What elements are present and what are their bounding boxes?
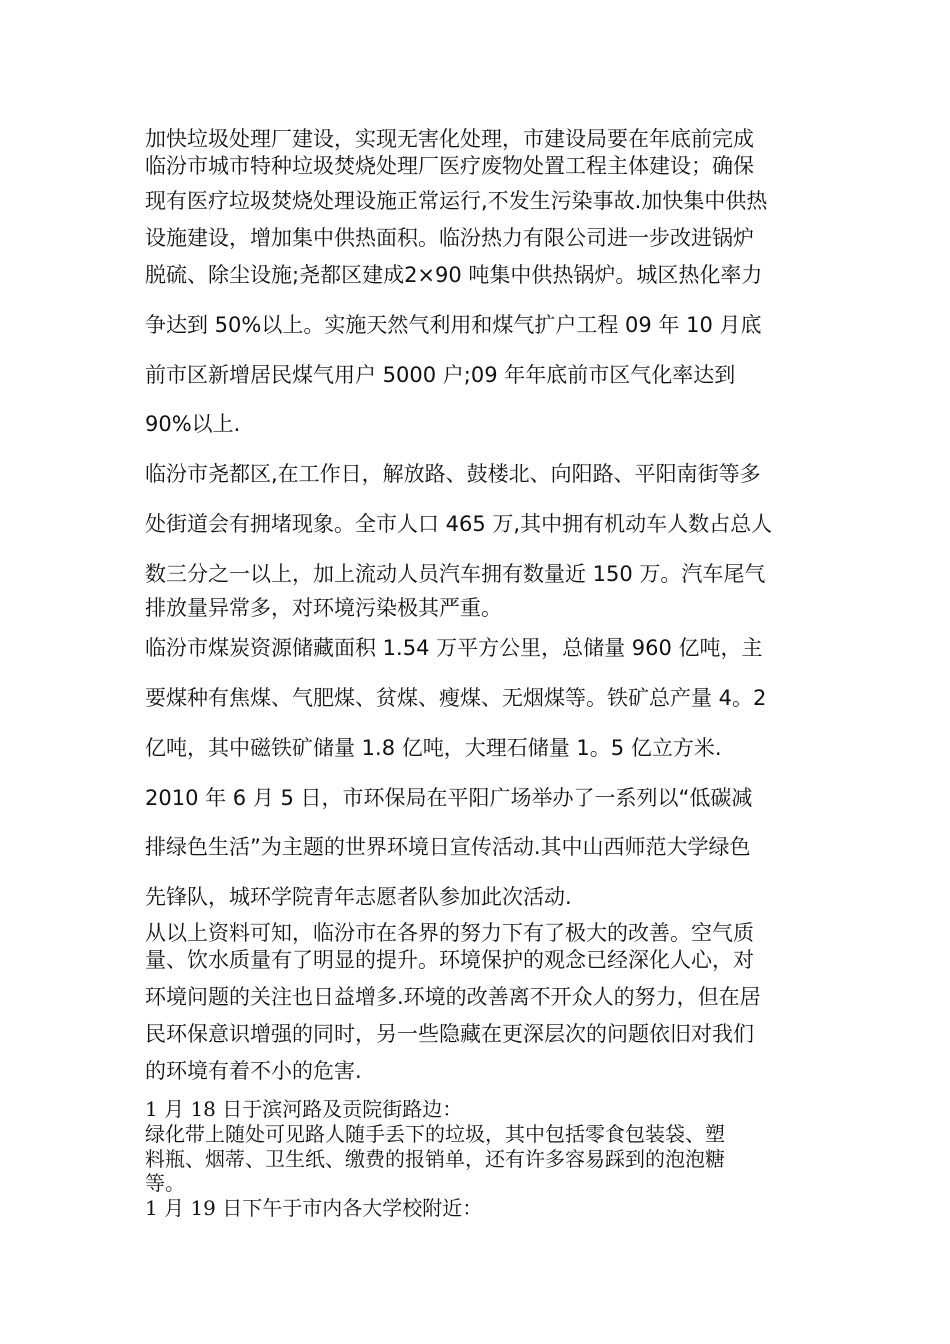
paragraph-5-line-5: 的环境有着不小的危害. — [145, 1059, 362, 1083]
paragraph-6-line-4: 等。 — [145, 1171, 185, 1195]
paragraph-1-line-6: 争达到 50%以上。实施天然气利用和煤气扩户工程 09 年 10 月底 — [145, 313, 762, 337]
paragraph-6-line-3: 料瓶、烟蒂、卫生纸、缴费的报销单，还有许多容易踩到的泡泡糖 — [145, 1147, 725, 1171]
paragraph-1-line-8: 90%以上. — [145, 412, 241, 436]
paragraph-6-line-5: 1 月 19 日下午于市内各大学校附近： — [145, 1196, 483, 1220]
paragraph-4-line-1: 2010 年 6 月 5 日，市环保局在平阳广场举办了一系列以“低碳减 — [145, 786, 753, 810]
paragraph-4-line-3: 先锋队，城环学院青年志愿者队参加此次活动. — [145, 885, 572, 909]
paragraph-5-line-3: 环境问题的关注也日益增多.环境的改善离不开众人的努力，但在居 — [145, 985, 761, 1009]
paragraph-5-line-1: 从以上资料可知，临汾市在各界的努力下有了极大的改善。空气质 — [145, 921, 754, 945]
paragraph-2-line-1: 临汾市尧都区,在工作日，解放路、鼓楼北、向阳路、平阳南街等多 — [145, 462, 761, 486]
paragraph-2-line-4: 排放量异常多，对环境污染极其严重。 — [145, 596, 502, 620]
paragraph-3-line-3: 亿吨，其中磁铁矿储量 1.8 亿吨，大理石储量 1。5 亿立方米. — [145, 736, 722, 760]
paragraph-5-line-4: 民环保意识增强的同时，另一些隐藏在更深层次的问题依旧对我们 — [145, 1022, 754, 1046]
paragraph-1-line-2: 临汾市城市特种垃圾焚烧处理厂医疗废物处置工程主体建设；确保 — [145, 154, 754, 178]
paragraph-2-line-2: 处街道会有拥堵现象。全市人口 465 万,其中拥有机动车人数占总人 — [145, 512, 773, 536]
paragraph-4-line-2: 排绿色生活”为主题的世界环境日宣传活动.其中山西师范大学绿色 — [145, 835, 751, 859]
paragraph-6-line-2: 绿化带上随处可见路人随手丢下的垃圾，其中包括零食包装袋、塑 — [145, 1122, 725, 1146]
paragraph-1-line-5: 脱硫、除尘设施;尧都区建成2×90 吨集中供热锅炉。城区热化率力 — [145, 263, 763, 287]
paragraph-3-line-1: 临汾市煤炭资源储藏面积 1.54 万平方公里，总储量 960 亿吨，主 — [145, 636, 763, 660]
paragraph-1-line-7: 前市区新增居民煤气用户 5000 户;09 年年底前市区气化率达到 — [145, 363, 736, 387]
paragraph-1-line-4: 设施建设，增加集中供热面积。临汾热力有限公司进一步改进锅炉 — [145, 226, 754, 250]
paragraph-3-line-2: 要煤种有焦煤、气肥煤、贫煤、瘦煤、无烟煤等。铁矿总产量 4。2 — [145, 686, 767, 710]
paragraph-6-line-1: 1 月 18 日于滨河路及贡院街路边： — [145, 1097, 463, 1121]
paragraph-1-line-1: 加快垃圾处理厂建设，实现无害化处理，市建设局要在年底前完成 — [145, 127, 754, 151]
paragraph-1-line-3: 现有医疗垃圾焚烧处理设施正常运行,不发生污染事故.加快集中供热 — [145, 189, 768, 213]
paragraph-2-line-3: 数三分之一以上，加上流动人员汽车拥有数量近 150 万。汽车尾气 — [145, 562, 766, 586]
paragraph-5-line-2: 量、饮水质量有了明显的提升。环境保护的观念已经深化人心，对 — [145, 948, 754, 972]
